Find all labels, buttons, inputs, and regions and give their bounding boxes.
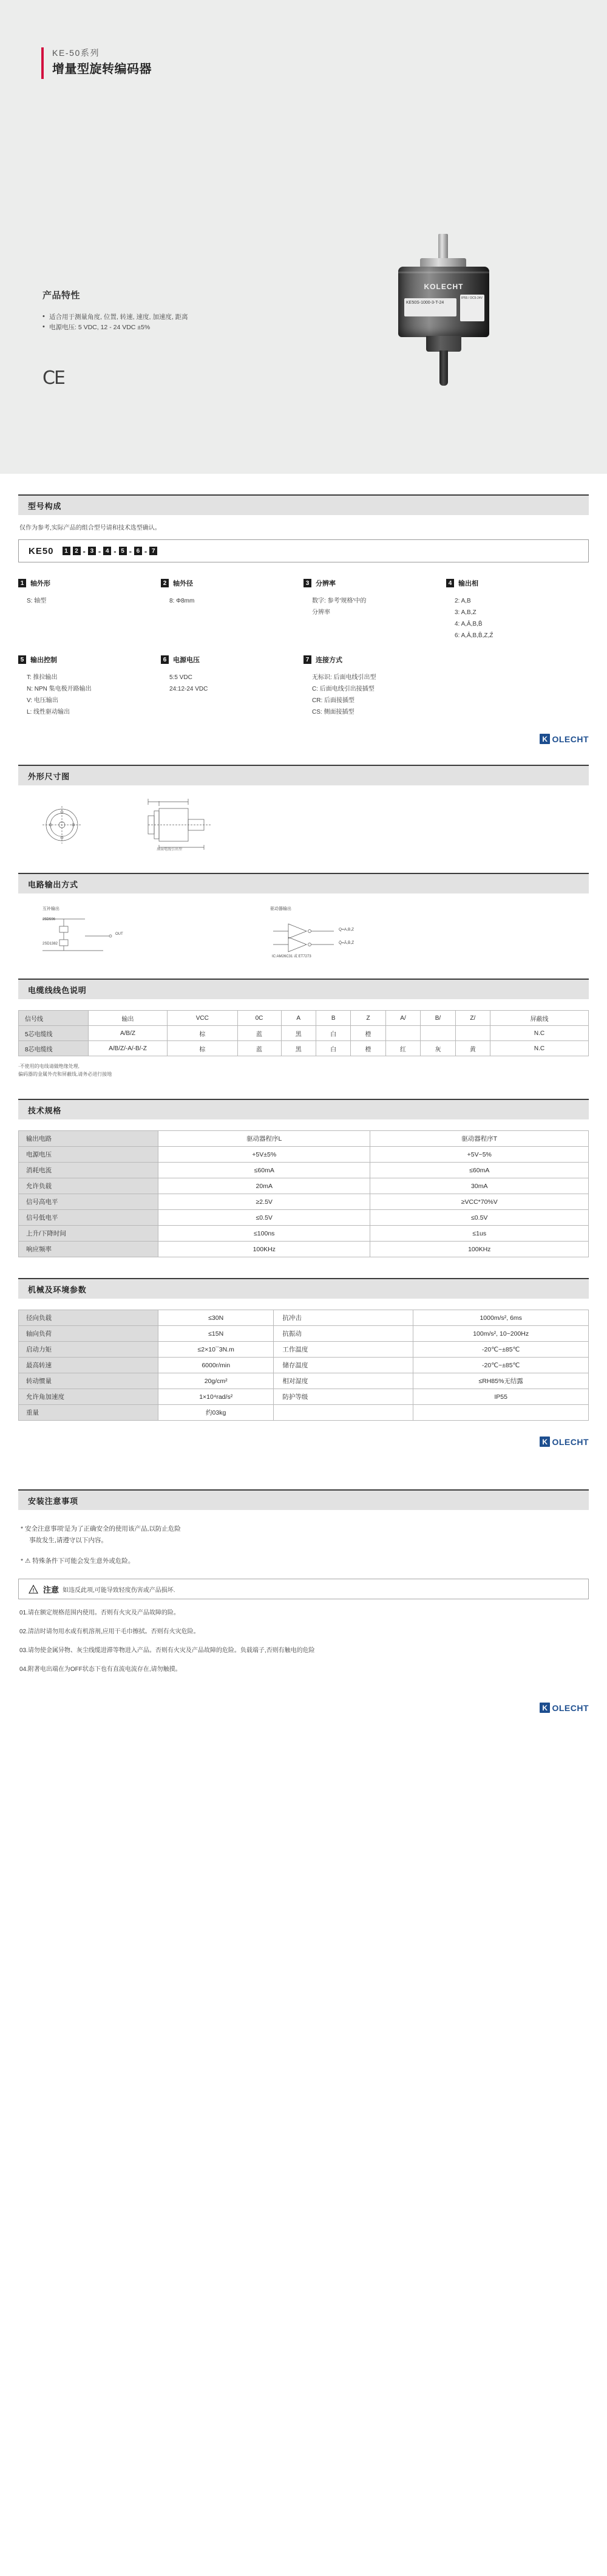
cell: 100KHz — [370, 1242, 589, 1257]
option-group-supply-voltage — [161, 655, 304, 718]
wire-table-footnotes — [18, 1062, 589, 1078]
circuit-right-label: 驱动器输出 — [270, 907, 291, 911]
cell-right: 1000m/s², 6ms — [413, 1310, 589, 1326]
model-code-prefix: KE50 — [29, 545, 54, 556]
install-note: 02.清洁时请勿用水或有机溶剂,应用干毛巾擦拭。否则有火灾危险。 — [19, 1628, 200, 1635]
model-section-header: 型号构成 — [18, 494, 589, 515]
col-a-inv: A/ — [385, 1011, 420, 1026]
brand-row-footer — [0, 1675, 607, 1737]
option-item: 3: A,B,Z — [455, 609, 476, 616]
encoder-label-main: KE50S-1000-3-T-24 — [404, 298, 456, 316]
code-dash: - — [114, 546, 117, 556]
brand-row — [0, 1421, 607, 1447]
option-header — [304, 578, 438, 588]
code-digit-4: 4 — [103, 547, 111, 555]
encoder-cable — [439, 350, 448, 386]
table-row — [19, 1178, 589, 1194]
option-number: 3 — [304, 579, 311, 587]
table-row — [19, 1226, 589, 1242]
cell-left: ≤2×10¯3N.m — [158, 1342, 274, 1358]
option-header — [161, 655, 295, 664]
option-label: 输出相 — [458, 580, 478, 587]
code-digit-3: 3 — [88, 547, 96, 555]
brand-mark-icon: K — [540, 1703, 550, 1713]
cell-left: 约03kg — [158, 1405, 274, 1421]
circuit-section — [0, 873, 607, 958]
tech-spec-table — [18, 1130, 589, 1257]
table-row — [19, 1310, 589, 1326]
cell: ≤0.5V — [370, 1210, 589, 1226]
code-digit-5: 5 — [119, 547, 127, 555]
col-z: Z — [351, 1011, 385, 1026]
option-item: V: 电压输出 — [27, 697, 58, 704]
brand-name: OLECHT — [552, 734, 589, 744]
install-note: 01.请在额定规格范围内使用。否则有火灾及产品故障的险。 — [19, 1610, 180, 1616]
option-group-connection-type — [304, 655, 446, 718]
circuit-note-right-1: Q=A,B,Z — [339, 928, 354, 932]
features-title: 产品特性 — [42, 290, 81, 301]
option-label: 电源电压 — [173, 657, 200, 664]
col-a: A — [281, 1011, 316, 1026]
table-row — [19, 1373, 589, 1389]
option-group-shaft-shape — [18, 578, 161, 641]
cell: N.C — [490, 1026, 589, 1041]
option-item: C: 后面电线引出接插型 — [312, 686, 375, 692]
model-section-note: 仅作为参考,实际产品的组合型号请和技术选型确认。 — [19, 525, 161, 531]
circuit-left-label: 互补输出 — [42, 907, 59, 911]
row-label: 信号高电平 — [19, 1194, 158, 1210]
cell-right — [413, 1405, 589, 1421]
tech-section — [0, 1099, 607, 1257]
brand-row — [0, 731, 607, 744]
warning-triangle-icon — [29, 1585, 38, 1594]
row-label-right: 相对湿度 — [274, 1373, 413, 1389]
cell: +5V±5% — [158, 1147, 370, 1163]
table-row — [19, 1405, 589, 1421]
code-dash: - — [144, 546, 148, 556]
install-note: 04.附著电出端在为OFF状态下也有直流电流存在,请勿触摸。 — [19, 1666, 181, 1673]
circuit-note-left-2: 2SD1382 — [42, 942, 58, 946]
col-output-circuit: 输出电路 — [19, 1131, 158, 1147]
row-label: 响应频率 — [19, 1242, 158, 1257]
col-output: 输出 — [89, 1011, 168, 1026]
cell: 30mA — [370, 1178, 589, 1194]
option-number: 6 — [161, 655, 169, 664]
option-item: 8: Φ8mm — [169, 598, 195, 604]
mech-env-table — [18, 1310, 589, 1421]
cell: A/B/Z/-A/-B/-Z — [89, 1041, 168, 1056]
cell-left: 6000r/min — [158, 1358, 274, 1373]
row-label-left: 允许角加速度 — [19, 1389, 158, 1405]
col-driver-t: 驱动器程序T — [370, 1131, 589, 1147]
row-label: 信号低电平 — [19, 1210, 158, 1226]
cell: A/B/Z — [89, 1026, 168, 1041]
code-dash: - — [98, 546, 101, 556]
option-item: 2: A,B — [455, 598, 471, 604]
col-shield: 屏蔽线 — [490, 1011, 589, 1026]
row-label-left: 最高转速 — [19, 1358, 158, 1373]
table-row — [19, 1389, 589, 1405]
cell-right: ≤RH85%无结露 — [413, 1373, 589, 1389]
safety-note-2: * ⚠ 特殊条件下可能会发生意外或危险。 — [21, 1557, 135, 1565]
option-header — [161, 578, 295, 588]
cell-left: ≤15N — [158, 1326, 274, 1342]
cell-right: IP55 — [413, 1389, 589, 1405]
option-label: 轴外径 — [173, 580, 193, 587]
model-section — [0, 494, 607, 718]
option-item: 无标识: 后面电线引出型 — [312, 674, 376, 681]
env-section-header: 机械及环境参数 — [18, 1278, 589, 1299]
circuit-note-right-2: Q̄=Ā,B̄,Z̄ — [339, 941, 354, 945]
table-row — [19, 1041, 589, 1056]
option-header — [18, 578, 152, 588]
cell: ≤60mA — [158, 1163, 370, 1178]
features-list — [42, 312, 273, 333]
table-row — [19, 1163, 589, 1178]
cell: ≤60mA — [370, 1163, 589, 1178]
col-b-inv: B/ — [421, 1011, 455, 1026]
brand-logo — [540, 1703, 589, 1713]
circuit-section-header: 电路输出方式 — [18, 873, 589, 893]
encoder-shaft — [438, 234, 448, 261]
table-header-row — [19, 1011, 589, 1026]
circuit-note-left-1: 25D596 — [42, 918, 56, 921]
install-section-header: 安装注意事项 — [18, 1489, 589, 1510]
table-row — [19, 1342, 589, 1358]
product-series: KE-50系列 — [52, 48, 100, 58]
outline-caption: 后面电线引出型 — [157, 848, 183, 852]
code-digit-1: 1 — [63, 547, 70, 555]
install-note: 03.请勿使金属异物、灰尘线缆进滞等物进入产品。否则有火灾及产品故障的危险。负载端子,否则有触电的危险 — [19, 1647, 315, 1654]
footnote-line: ·不使用的电线请做绝缘处理, — [18, 1064, 80, 1069]
option-group-empty — [446, 655, 589, 718]
cell: 蓝 — [237, 1041, 281, 1056]
features-block — [42, 289, 273, 333]
option-group-output-phase — [446, 578, 589, 641]
code-dash: - — [129, 546, 132, 556]
encoder-neck — [426, 336, 461, 352]
cell: 白 — [316, 1041, 350, 1056]
row-label-right: 抗冲击 — [274, 1310, 413, 1326]
option-number: 5 — [18, 655, 26, 664]
row-label-right: 储存温度 — [274, 1358, 413, 1373]
circuit-diagram — [18, 902, 589, 958]
col-vcc: VCC — [168, 1011, 238, 1026]
cell: 黑 — [281, 1041, 316, 1056]
cell-right: -20℃~±85℃ — [413, 1358, 589, 1373]
option-header — [18, 655, 152, 664]
outline-drawing — [18, 798, 589, 852]
accent-bar — [41, 47, 44, 79]
cell: 橙 — [351, 1026, 385, 1041]
encoder-label-side: IP55 / DC5-24V — [460, 295, 484, 321]
cell: 棕 — [168, 1041, 238, 1056]
row-label-left: 重量 — [19, 1405, 158, 1421]
feature-item: • 电源电压: 5 VDC, 12 - 24 VDC ±5% — [42, 323, 273, 333]
hero-section — [0, 0, 607, 474]
bottom-spacer — [0, 1737, 607, 1810]
footnote-line: 偏码器的金属外壳和屏蔽线,请务必进行接地 — [18, 1071, 112, 1077]
feature-item: • 适合用于测量角度, 位置, 转速, 速度, 加速度, 距离 — [42, 312, 273, 323]
option-label: 分辨率 — [316, 580, 336, 587]
option-item: 5:5 VDC — [169, 674, 192, 681]
table-row — [19, 1242, 589, 1257]
cell: N.C — [490, 1041, 589, 1056]
option-item: S: 轴型 — [27, 598, 47, 604]
option-item: L: 线性驱动输出 — [27, 709, 70, 716]
option-item: 6: A,Ā,B,B̄,Z,Z̄ — [455, 632, 493, 639]
table-row — [19, 1210, 589, 1226]
caution-label: 注意 — [43, 1585, 59, 1594]
option-item: 数字: 参考'规格'中的 — [312, 598, 367, 604]
code-dash: - — [83, 546, 86, 556]
table-row — [19, 1326, 589, 1342]
cell: 黑 — [281, 1026, 316, 1041]
option-item: N: NPN 集电极开路输出 — [27, 686, 92, 692]
row-label-left: 转动惯量 — [19, 1373, 158, 1389]
cell: 黄 — [455, 1041, 490, 1056]
env-section — [0, 1278, 607, 1421]
hero-title-block — [41, 47, 152, 79]
brand-mark-icon: K — [540, 1437, 550, 1447]
model-code-sequence — [63, 547, 158, 556]
product-title: 增量型旋转编码器 — [52, 63, 152, 76]
code-digit-6: 6 — [134, 547, 142, 555]
col-signal: 信号线 — [19, 1011, 89, 1026]
model-options-row-2 — [18, 655, 589, 718]
cell: 白 — [316, 1026, 350, 1041]
encoder-body — [398, 267, 489, 337]
option-label: 输出控制 — [30, 657, 57, 664]
option-number: 4 — [446, 579, 454, 587]
option-group-output-control — [18, 655, 161, 718]
cell: 橙 — [351, 1041, 385, 1056]
code-digit-2: 2 — [73, 547, 81, 555]
cell: 棕 — [168, 1026, 238, 1041]
row-label: 消耗电流 — [19, 1163, 158, 1178]
cell — [421, 1026, 455, 1041]
option-header — [304, 655, 438, 664]
safety-note-line-2: 事故发生,请遵守以下内容。 — [29, 1537, 107, 1544]
col-z-inv: Z/ — [455, 1011, 490, 1026]
row-label-right: 防护等级 — [274, 1389, 413, 1405]
cell: ≤1us — [370, 1226, 589, 1242]
option-header — [446, 578, 580, 588]
wire-section-header: 电缆线线色说明 — [18, 979, 589, 999]
col-driver-l: 驱动器程序L — [158, 1131, 370, 1147]
cell-right: -20℃~±85℃ — [413, 1342, 589, 1358]
brand-mark-icon: K — [540, 734, 550, 744]
product-photo — [370, 234, 516, 392]
option-item: 4: A,Ā,B,B̄ — [455, 621, 483, 627]
encoder-brand-print: KOLECHT — [424, 282, 464, 291]
brand-name: OLECHT — [552, 1703, 589, 1713]
cell-left: ≤30N — [158, 1310, 274, 1326]
col-0c: 0C — [237, 1011, 281, 1026]
ce-mark-icon: CE — [42, 367, 64, 389]
row-label-right — [274, 1405, 413, 1421]
option-group-resolution — [304, 578, 446, 641]
option-item: 分辨率 — [312, 609, 330, 616]
safety-note-block — [21, 1523, 589, 1546]
row-label: 8芯电缆线 — [19, 1041, 89, 1056]
tech-section-header: 技术规格 — [18, 1099, 589, 1119]
safety-note-line-1: * 安全注意事项'是为了正确安全的使用该产品,以防止危险 — [21, 1525, 181, 1532]
option-number: 2 — [161, 579, 169, 587]
outline-section-header: 外形尺寸图 — [18, 765, 589, 785]
model-options-row-1 — [18, 578, 589, 641]
circuit-note-out: OUT — [115, 932, 123, 936]
option-item: CR: 后面接插型 — [312, 697, 354, 704]
table-row — [19, 1147, 589, 1163]
cell: ≤100ns — [158, 1226, 370, 1242]
table-row — [19, 1358, 589, 1373]
brand-logo — [540, 1437, 589, 1447]
row-label: 5芯电缆线 — [19, 1026, 89, 1041]
outline-section — [0, 765, 607, 852]
row-label-left: 启动力矩 — [19, 1342, 158, 1358]
table-header-row — [19, 1131, 589, 1147]
option-item: T: 推拉输出 — [27, 674, 58, 681]
wire-color-table — [18, 1010, 589, 1056]
row-label-left: 径向负载 — [19, 1310, 158, 1326]
table-row — [19, 1026, 589, 1041]
cell — [385, 1026, 420, 1041]
wire-section — [0, 979, 607, 1078]
circuit-svg — [18, 913, 589, 957]
option-number: 7 — [304, 655, 311, 664]
row-label: 电源电压 — [19, 1147, 158, 1163]
cell: ≥VCC*70%V — [370, 1194, 589, 1210]
option-label: 连接方式 — [316, 657, 342, 664]
model-code-bar — [18, 539, 589, 562]
brand-logo — [540, 734, 589, 744]
cell: +5V~5% — [370, 1147, 589, 1163]
cell: ≤0.5V — [158, 1210, 370, 1226]
cell: ≥2.5V — [158, 1194, 370, 1210]
brand-name: OLECHT — [552, 1437, 589, 1447]
row-label: 上升/下降时间 — [19, 1226, 158, 1242]
cell-left: 20g/cm² — [158, 1373, 274, 1389]
row-label-right: 抗振动 — [274, 1326, 413, 1342]
table-row — [19, 1194, 589, 1210]
circuit-chip-note: IC:AM26C31 或 ET7273 — [272, 955, 311, 958]
option-number: 1 — [18, 579, 26, 587]
cell: 红 — [385, 1041, 420, 1056]
cell: 灰 — [421, 1041, 455, 1056]
row-label-left: 轴向负荷 — [19, 1326, 158, 1342]
install-section — [0, 1489, 607, 1675]
caution-box — [18, 1579, 589, 1599]
row-label: 允许负载 — [19, 1178, 158, 1194]
cell — [455, 1026, 490, 1041]
cell-right: 100m/s², 10~200Hz — [413, 1326, 589, 1342]
option-group-shaft-diameter — [161, 578, 304, 641]
cell: 100KHz — [158, 1242, 370, 1257]
option-item: 24:12-24 VDC — [169, 686, 208, 692]
caution-description: 如违反此项,可能导致轻度伤害或产品损坏. — [63, 1587, 175, 1594]
outline-drawing-svg — [18, 798, 589, 852]
cell: 20mA — [158, 1178, 370, 1194]
code-digit-7: 7 — [149, 547, 157, 555]
option-item: CS: 侧面接插型 — [312, 709, 354, 716]
option-label: 轴外形 — [30, 580, 50, 587]
cell: 蓝 — [237, 1026, 281, 1041]
col-b: B — [316, 1011, 350, 1026]
row-label-right: 工作温度 — [274, 1342, 413, 1358]
cell-left: 1×10⁴rad/s² — [158, 1389, 274, 1405]
